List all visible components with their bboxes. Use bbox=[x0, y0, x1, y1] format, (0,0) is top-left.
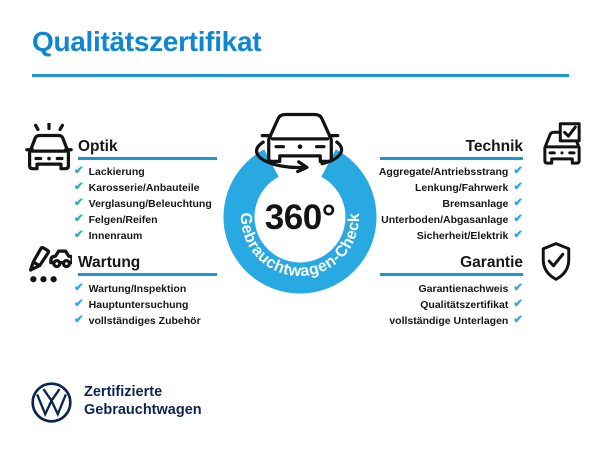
service-checklist-icon bbox=[26, 245, 72, 284]
checklist-label: Qualitätszertifikat bbox=[420, 299, 509, 311]
section-title-optik: Optik bbox=[78, 138, 118, 155]
section-title-garantie: Garantie bbox=[460, 254, 523, 271]
check-icon: ✔ bbox=[74, 298, 84, 311]
list-item bbox=[74, 196, 212, 212]
rotating-car-icon bbox=[254, 108, 346, 178]
section-title-wartung: Wartung bbox=[78, 254, 141, 271]
footer-line2: Gebrauchtwagen bbox=[84, 402, 202, 418]
checklist-label: Felgen/Reifen bbox=[88, 214, 158, 226]
check-icon: ✔ bbox=[74, 213, 84, 226]
checklist-label: Bremsanlage bbox=[442, 198, 509, 210]
checklist-label: Verglasung/Beleuchtung bbox=[88, 198, 212, 210]
checklist-label: Wartung/Inspektion bbox=[88, 283, 187, 295]
list-item bbox=[74, 212, 212, 228]
list-item bbox=[74, 313, 201, 329]
section-divider-technik bbox=[380, 157, 523, 160]
degree-value: 360° bbox=[264, 198, 336, 237]
vw-logo bbox=[30, 381, 73, 424]
check-icon: ✔ bbox=[74, 181, 84, 194]
list-item bbox=[74, 180, 212, 196]
ring-label: Gebrauchtwagen-Check bbox=[236, 212, 364, 281]
check-icon: ✔ bbox=[513, 197, 523, 210]
check-icon: ✔ bbox=[74, 197, 84, 210]
check-icon: ✔ bbox=[74, 165, 84, 178]
footer-line1: Zertifizierte bbox=[84, 384, 163, 400]
checklist-wartung bbox=[74, 281, 201, 329]
section-title-technik: Technik bbox=[465, 138, 523, 155]
check-icon: ✔ bbox=[74, 282, 84, 295]
checklist-label: Karosserie/Anbauteile bbox=[88, 182, 200, 194]
check-icon: ✔ bbox=[74, 314, 84, 327]
checklist-label: Unterboden/Abgasanlage bbox=[381, 214, 509, 226]
checklist-label: vollständiges Zubehör bbox=[88, 315, 201, 327]
section-divider-wartung bbox=[78, 273, 217, 276]
checklist-optik bbox=[74, 164, 212, 244]
list-item bbox=[74, 228, 212, 244]
check-icon: ✔ bbox=[513, 213, 523, 226]
shiny-car-icon bbox=[25, 123, 73, 171]
check-icon: ✔ bbox=[513, 314, 523, 327]
section-divider-garantie bbox=[380, 273, 523, 276]
checklist-label: Lackierung bbox=[88, 166, 145, 178]
check-icon: ✔ bbox=[513, 165, 523, 178]
shield-check-icon bbox=[539, 241, 573, 282]
page-title: Qualitätszertifikat bbox=[32, 26, 262, 57]
list-item bbox=[74, 164, 212, 180]
car-check-icon bbox=[543, 122, 581, 170]
list-item bbox=[74, 297, 201, 313]
check-icon: ✔ bbox=[74, 229, 84, 242]
list-item bbox=[74, 281, 201, 297]
checklist-label: Hauptuntersuchung bbox=[88, 299, 189, 311]
title-divider bbox=[32, 74, 569, 77]
section-divider-optik bbox=[78, 157, 217, 160]
checklist-label: Innenraum bbox=[88, 230, 143, 242]
check-icon: ✔ bbox=[513, 282, 523, 295]
check-icon: ✔ bbox=[513, 298, 523, 311]
checklist-label: Sicherheit/Elektrik bbox=[416, 230, 509, 242]
checklist-label: vollständige Unterlagen bbox=[389, 315, 509, 327]
checklist-label: Garantienachweis bbox=[418, 283, 509, 295]
check-icon: ✔ bbox=[513, 229, 523, 242]
check-icon: ✔ bbox=[513, 181, 523, 194]
checklist-label: Aggregate/Antriebsstrang bbox=[378, 166, 509, 178]
checklist-label: Lenkung/Fahrwerk bbox=[415, 182, 509, 194]
footer-brand-text bbox=[84, 383, 202, 419]
